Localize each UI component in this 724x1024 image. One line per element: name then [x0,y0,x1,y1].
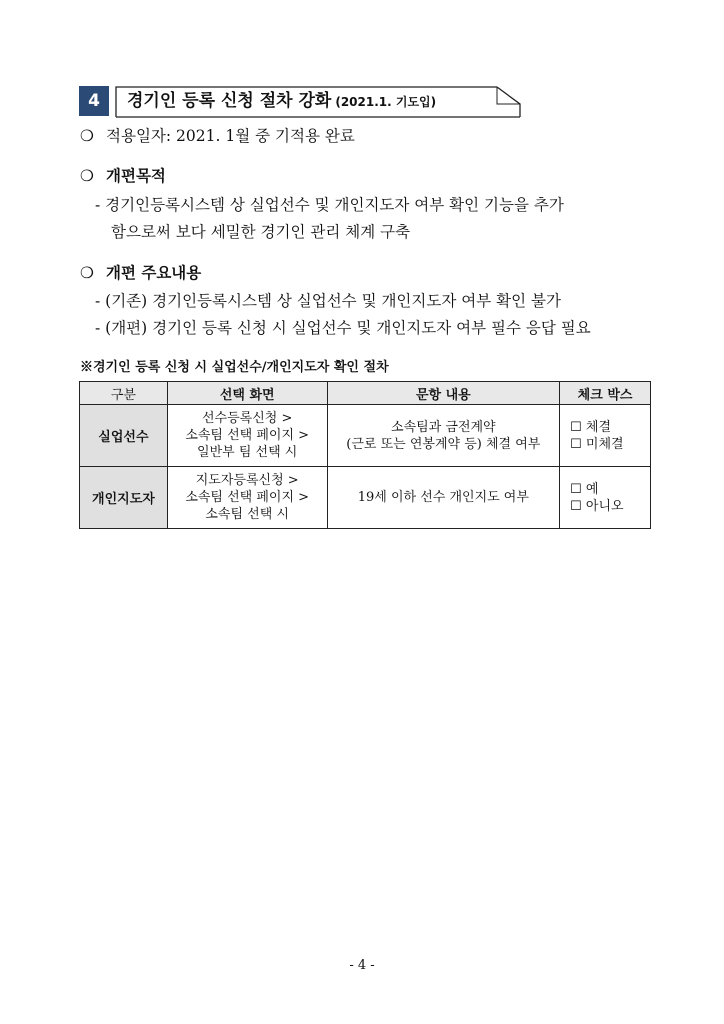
header-checkbox: 체크 박스 [560,382,651,405]
screen-line: 지도자등록신청 > [195,473,299,488]
bullet-apply-date [80,125,355,147]
header-category: 구분 [80,382,168,405]
procedure-table [79,381,651,529]
changes-line-1: - (기존) 경기인등록시스템 상 실업선수 및 개인지도자 여부 확인 불가 [95,292,561,310]
checkbox-option: ☐ 예 [570,481,599,497]
bullet-marker: ❍ [80,167,94,185]
table-header-row [80,382,651,405]
section-number: 4 [79,86,109,116]
bullet-main-changes [80,262,201,284]
checkbox-option: ☐ 미체결 [570,436,624,452]
bullet-marker: ❍ [80,264,94,282]
checkbox-option: ☐ 체결 [570,419,612,435]
row-question [327,467,560,529]
section-title [127,86,436,116]
header-screen: 선택 화면 [167,382,327,405]
screen-line: 소속팀 선택 시 [205,507,289,522]
question-line: (근로 또는 연봉계약 등) 체결 여부 [346,436,541,452]
bullet-main-changes-title: 개편 주요내용 [106,263,202,282]
table-note: ※경기인 등록 신청 시 실업선수/개인지도자 확인 절차 [80,360,389,375]
bullet-apply-date-text: 적용일자: 2021. 1월 중 기적용 완료 [106,127,355,145]
header-question: 문항 내용 [327,382,560,405]
screen-line: 일반부 팀 선택 시 [197,445,298,460]
section-date-note: (2021.1. 기도입) [335,95,437,109]
screen-line: 소속팀 선택 페이지 > [185,428,310,443]
bullet-purpose-title: 개편목적 [106,166,166,185]
question-line: 소속팀과 금전계약 [391,419,496,435]
purpose-line-2: 함으로써 보다 세밀한 경기인 관리 체계 구축 [111,223,411,241]
question-line: 19세 이하 선수 개인지도 여부 [357,490,529,505]
row-screen [167,467,327,529]
screen-line: 선수등록신청 > [202,411,293,426]
changes-line-2: - (개편) 경기인 등록 신청 시 실업선수 및 개인지도자 여부 필수 응답 필요 [95,319,591,337]
table-row [80,467,651,529]
bullet-marker: ❍ [80,127,94,145]
row-question [327,405,560,467]
row-screen [167,405,327,467]
row-label: 개인지도자 [80,467,168,529]
table-row [80,405,651,467]
row-checkboxes [560,405,651,467]
page-number: - 4 - [349,958,375,973]
bullet-purpose [80,165,166,187]
row-label: 실업선수 [80,405,168,467]
purpose-line-1: - 경기인등록시스템 상 실업선수 및 개인지도자 여부 확인 기능을 추가 [95,196,564,214]
row-checkboxes [560,467,651,529]
section-title-text: 경기인 등록 신청 절차 강화 [127,91,332,111]
checkbox-option: ☐ 아니오 [570,498,624,514]
screen-line: 소속팀 선택 페이지 > [185,490,310,505]
